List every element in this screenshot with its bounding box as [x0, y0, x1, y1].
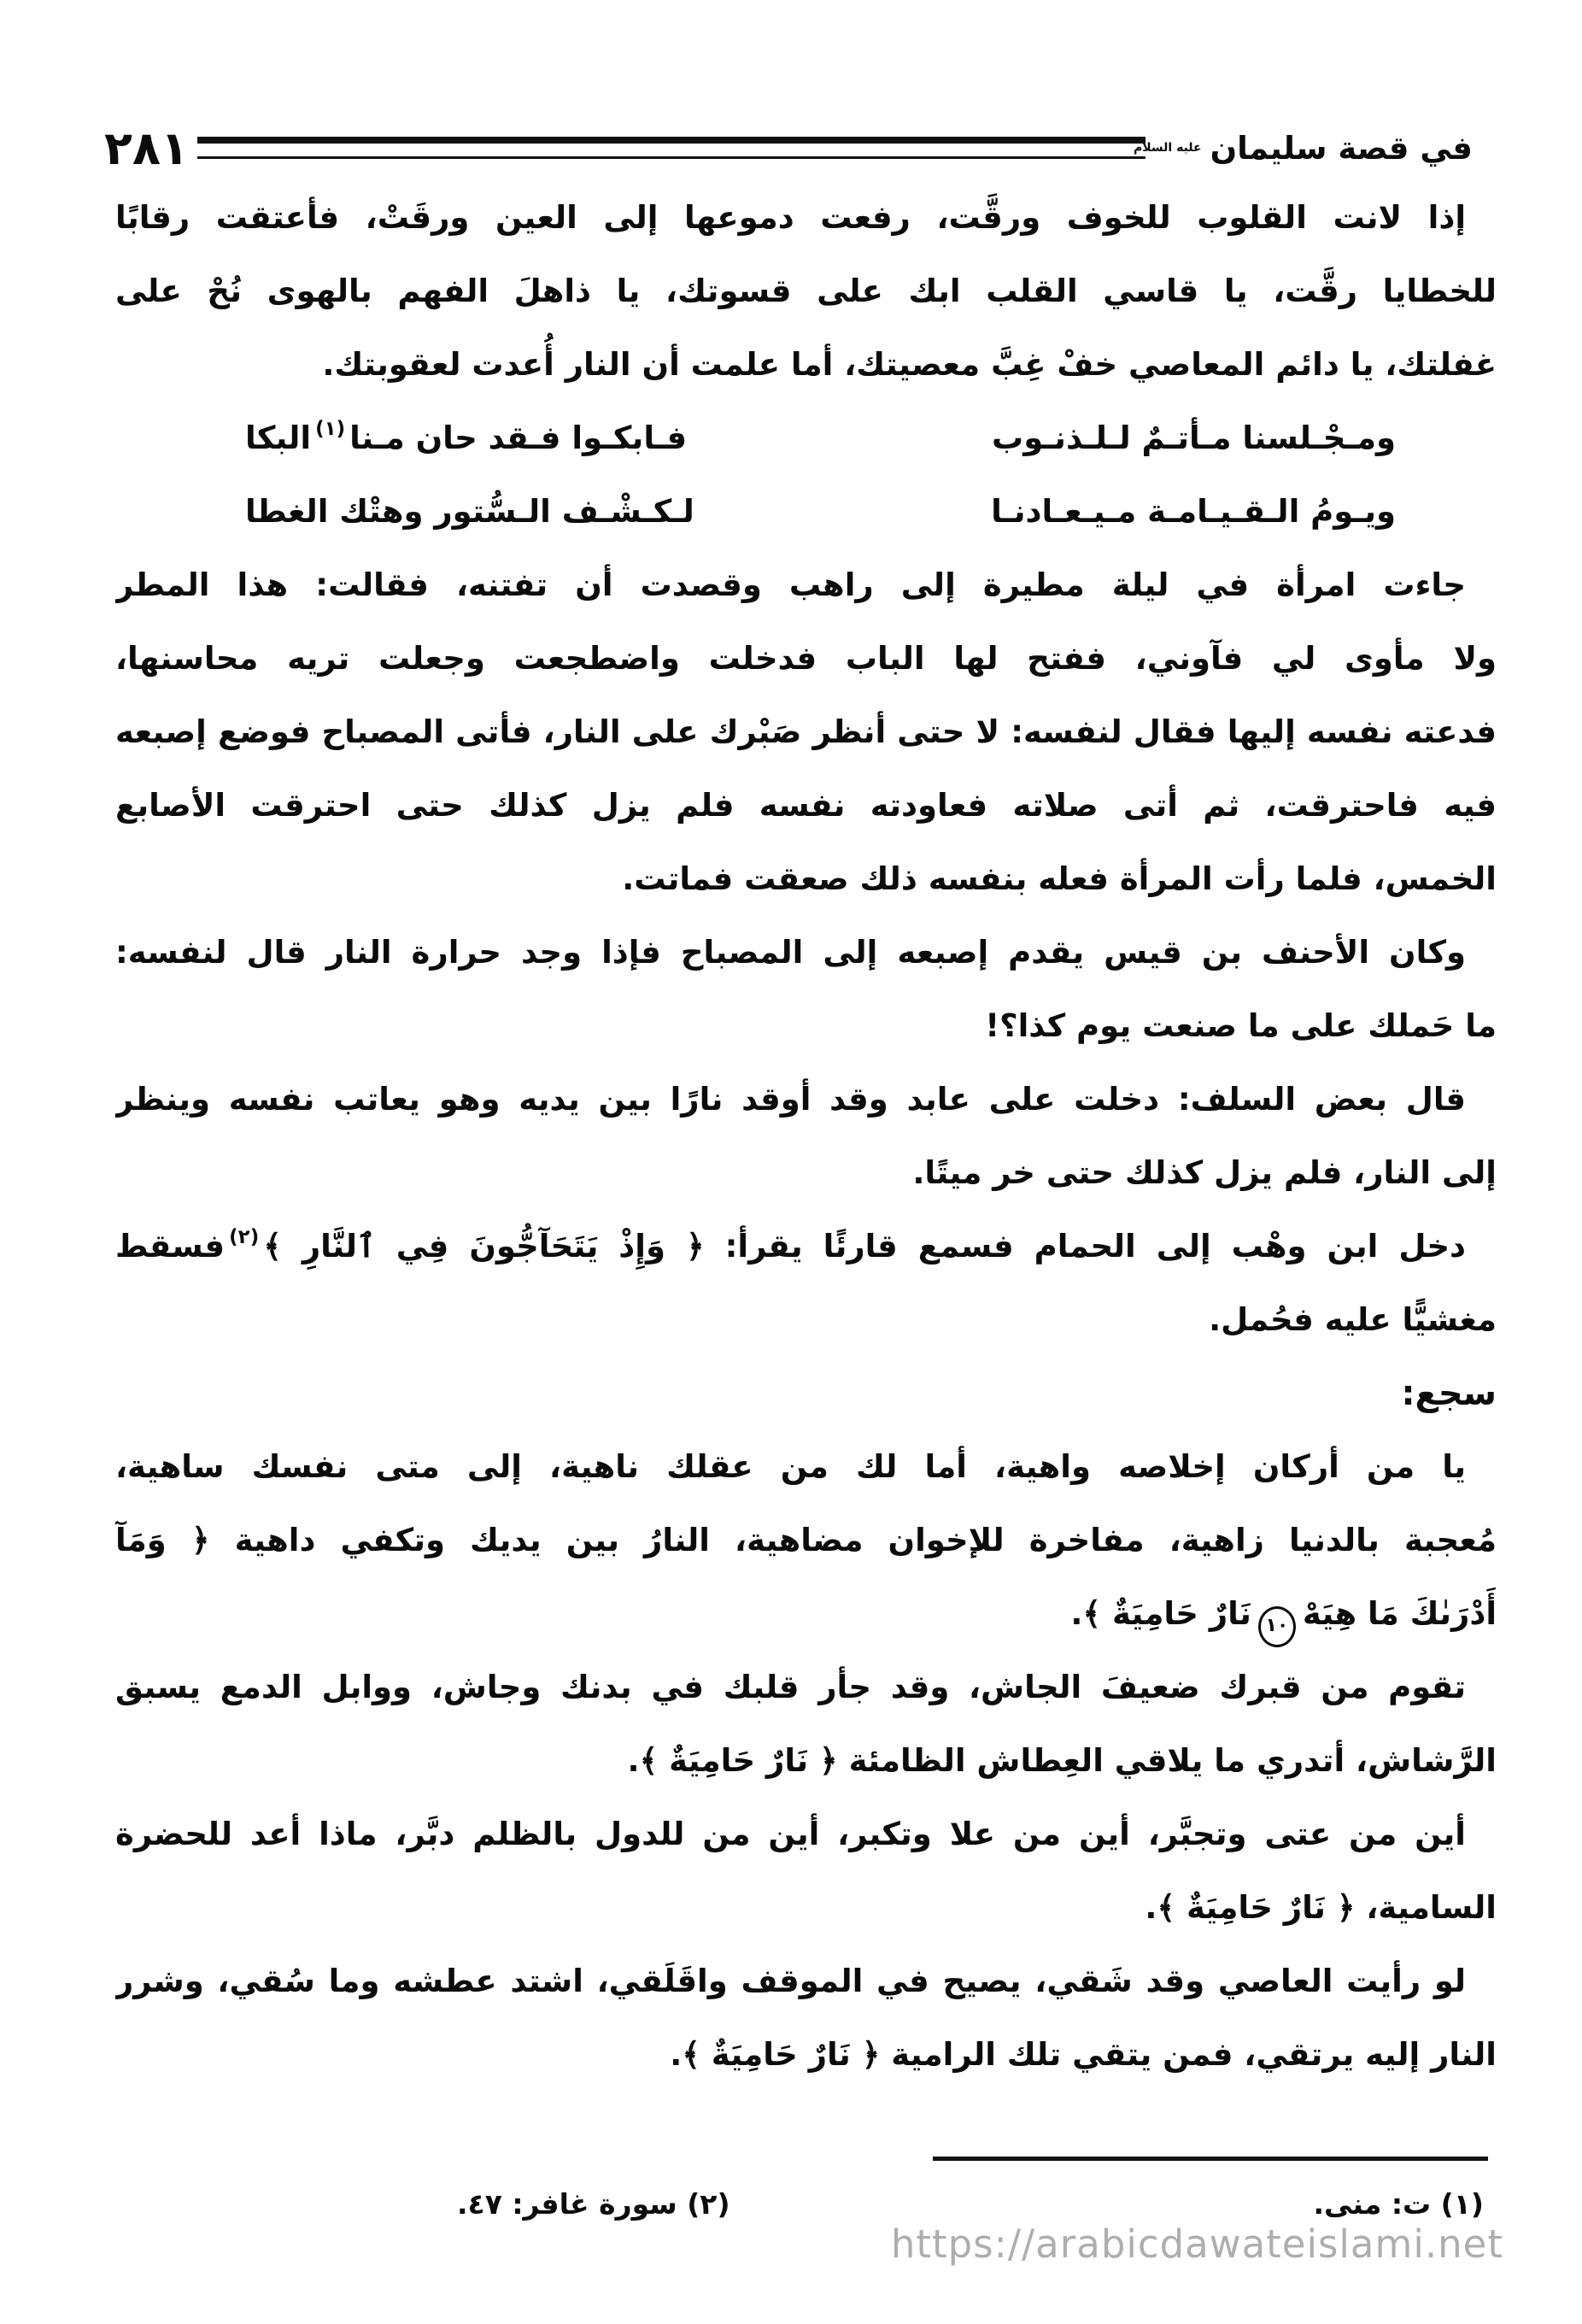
- hemistich-left: لـكـشْـف الـسُّتور وهتْك الغطا: [245, 493, 694, 530]
- body-line: تقوم من قبرك ضعيفَ الجاش، وقد جأر قلبك في بدنك وجاش، ووابل الدمع يسبق: [115, 1669, 1466, 1705]
- page-header: [0, 118, 1582, 178]
- body-line: جاءت امرأة في ليلة مطيرة إلى راهب وقصدت أن تفتنه، فقالت: هذا المطر: [115, 566, 1466, 603]
- footnote-separator-rule: [933, 2157, 1488, 2161]
- watermark-url: https://arabicdawateislami.net: [890, 2221, 1503, 2267]
- quran-quote: نَارٌ حَامِيَةٌ ﴾.: [1070, 1595, 1251, 1632]
- body-line: الرَّشاش، أتدري ما يلاقي العِطاش الظامئة ﴿ نَارٌ حَامِيَةٌ ﴾.: [627, 1742, 1497, 1779]
- body-line: مُعجبة بالدنيا زاهية، مفاخرة للإخوان مضاهية، النارُ بين يديك وتكفي داهية ﴿ وَمَآ: [115, 1522, 1497, 1558]
- poetry-verse-row: [245, 402, 1396, 475]
- hemistich-left: [245, 402, 687, 475]
- hemistich-left-text: البكا: [245, 420, 312, 456]
- quran-quote: أَدْرَىٰكَ مَا هِيَهْ: [1302, 1595, 1497, 1632]
- body-line: ما حَملك على ما صنعت يوم كذا؟!: [985, 1007, 1497, 1044]
- body-line: النار إليه يرتقي، فمن يتقي تلك الرامية ﴿ نَارٌ حَامِيَةٌ ﴾.: [670, 2036, 1497, 2073]
- footnote-marker-1: (١): [315, 418, 346, 440]
- alayhis-salam-calligraphy: عليه السلام: [1134, 140, 1202, 155]
- footnote-1: (١) ت: منى.: [1313, 2187, 1484, 2221]
- body-line: للخطايا رقَّت، يا قاسي القلب ابك على قسوتك، يا ذاهلَ الفهم بالهوى نُحْ على: [115, 273, 1497, 309]
- hemistich-right: ويـومُ الـقـيـامـة مـيـعـادنـا: [991, 493, 1396, 530]
- body-line: يا من أركان إخلاصه واهية، أما لك من عقلك ناهية، إلى متى نفسك ساهية،: [115, 1448, 1466, 1485]
- body-line: غفلتك، يا دائم المعاصي خفْ غِبَّ معصيتك، أما علمت أن النار أُعدت لعقوبتك.: [322, 346, 1497, 383]
- poetry-verse-row: [245, 475, 1396, 549]
- body-line: إذا لانت القلوب للخوف ورقَّت، رفعت دموعها إلى العين ورقَتْ، فأعتقت رقابًا: [115, 199, 1466, 236]
- body-line: ولا مأوى لي فآوني، ففتح لها الباب فدخلت واضطجعت وجعلت تريه محاسنها،: [115, 640, 1497, 677]
- body-line-with-quran-quote: [115, 1210, 1497, 1283]
- body-line: الخمس، فلما رأت المرأة فعله بنفسه ذلك صعقت فماتت.: [622, 860, 1497, 897]
- hemistich-right: ومـجْـلسنا مـأتـمٌ لـلـذنـوب: [992, 420, 1396, 456]
- sajaa-section-heading: سجع:: [1401, 1374, 1497, 1413]
- body-line-with-quran-quote: [115, 1577, 1497, 1651]
- body-line: إلى النار، فلم يزل كذلك حتى خر ميتًا.: [912, 1154, 1497, 1191]
- hemistich-left-text: فـابكـوا فـقد حان مـنا: [349, 420, 688, 456]
- footnote-2: (٢) سورة غافر: ٤٧.: [457, 2187, 730, 2221]
- running-head: [1134, 129, 1473, 167]
- body-line: فيه فاحترقت، ثم أتى صلاته فعاودته نفسه فلم يزل كذلك حتى احترقت الأصابع: [115, 787, 1497, 824]
- header-double-rule: [197, 137, 1145, 159]
- page-number: ٢٨١: [104, 120, 189, 175]
- body-line: فدعته نفسه إليها فقال لنفسه: لا حتى أنظر صَبْرك على النار، فأتى المصباح فوضع إصبعه: [115, 713, 1497, 750]
- body-line: السامية، ﴿ نَارٌ حَامِيَةٌ ﴾.: [1145, 1889, 1497, 1926]
- body-line: أين من عتى وتجبَّر، أين من علا وتكبر، أين من للدول بالظلم دبَّر، ماذا أعد للحضرة: [115, 1816, 1466, 1852]
- page-body: [0, 181, 1582, 2092]
- body-line-text: فسقط: [115, 1228, 226, 1265]
- running-head-title: في قصة سليمان: [1210, 129, 1473, 167]
- footnote-marker-2: (٢): [229, 1226, 260, 1248]
- body-line: وكان الأحنف بن قيس يقدم إصبعه إلى المصباح فإذا وجد حرارة النار قال لنفسه:: [115, 934, 1466, 971]
- body-line: لو رأيت العاصي وقد شَقي، يصيح في الموقف واقَلَقي، اشتد عطشه وما سُقي، وشرر: [115, 1963, 1466, 1999]
- body-line: مغشيًّا عليه فحُمل.: [1209, 1301, 1497, 1338]
- quran-quote: دخل ابن وهْب إلى الحمام فسمع قارئًا يقرأ: ﴿ وَإِذْ يَتَحَآجُّونَ فِي ٱلنَّارِ ﴾: [263, 1228, 1466, 1265]
- ayah-number-circle: ١٠: [1258, 1606, 1296, 1647]
- body-line: قال بعض السلف: دخلت على عابد وقد أوقد نارًا بين يديه وهو يعاتب نفسه وينظر: [115, 1081, 1466, 1118]
